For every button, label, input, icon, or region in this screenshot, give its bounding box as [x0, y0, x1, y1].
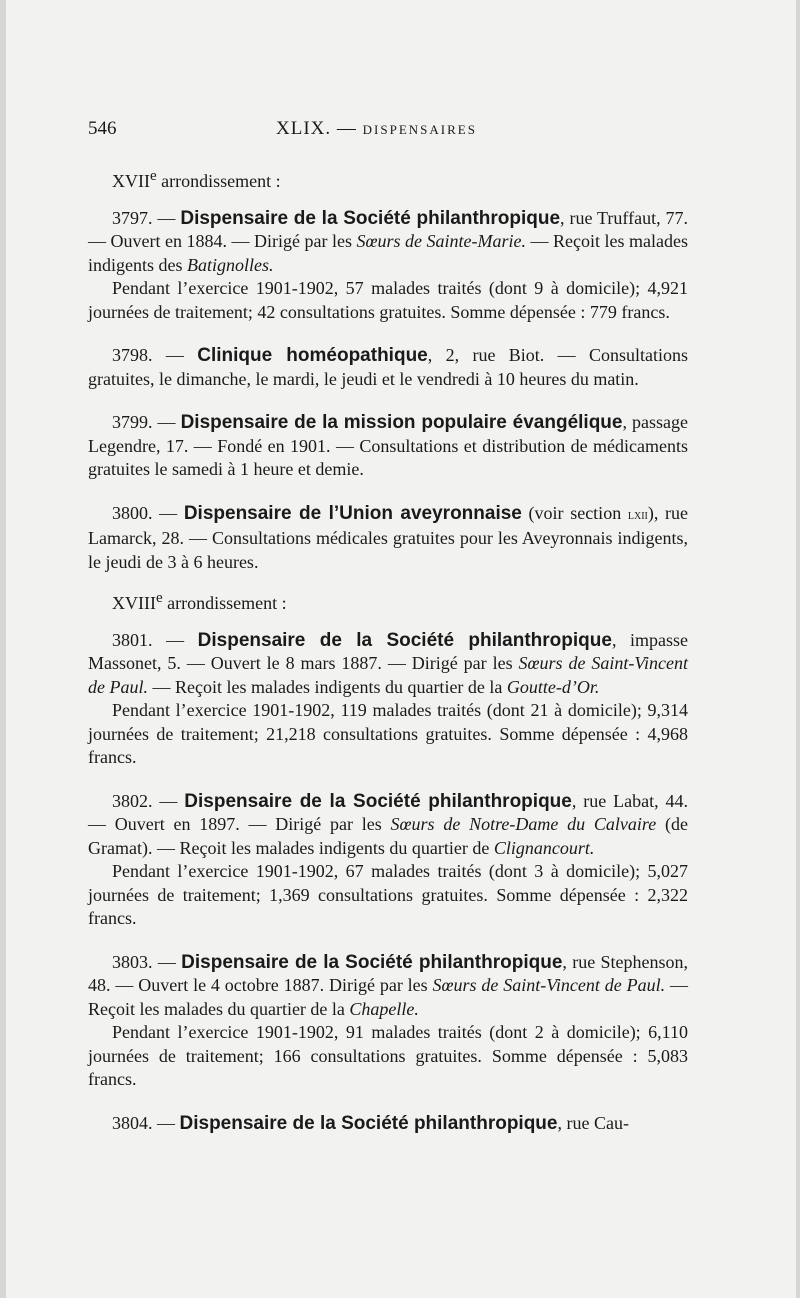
- entry-name: Dispensaire de la mission populaire évangélique: [180, 412, 623, 433]
- entry-name: Dispensaire de la Société philanthropique: [179, 1112, 558, 1134]
- entry-3797-stats: Pendant l’exercice 1901-1902, 57 malades traités (dont 9 à domicile); 4,921 journées de traitement; 42 consultations gratuites. Somme dépensée : 779 francs.: [88, 278, 688, 322]
- entry-name: Dispensaire de l’Union aveyronnaise: [183, 502, 522, 524]
- entry-3804: 3804. — Dispensaire de la Société philanthropique, rue Cau-: [112, 1112, 629, 1134]
- running-title: [276, 118, 477, 140]
- page-number: 546: [88, 118, 117, 139]
- entry-3797: 3797. — Dispensaire de la Société philanthropique, rue Truffaut, 77. — Ouvert en 1884. — Dirigé par les Sœurs de Sainte-Marie. — Reçoit les malades indigents des Batignolles.: [88, 207, 688, 275]
- arrondissement-heading-18: XVIIIe arrondissement :: [112, 590, 287, 613]
- entry-name: Dispensaire de la Société philanthropique: [184, 790, 572, 812]
- arrondissement-heading-17: XVIIe arrondissement :: [112, 168, 281, 191]
- entry-3803: 3803. — Dispensaire de la Société philanthropique, rue Stephenson, 48. — Ouvert le 4 octobre 1887. Dirigé par les Sœurs de Saint-Vincent de Paul. — Reçoit les malades du quartier de la Chapelle.: [88, 951, 689, 1019]
- entry-3801-stats: Pendant l’exercice 1901-1902, 119 malades traités (dont 21 à domicile); 9,314 journées de traitement; 21,218 consultations gratuites. Somme dépensée : 4,968 francs.: [88, 700, 688, 767]
- section-title: DISPENSAIRES: [362, 122, 477, 137]
- entry-3802-stats: Pendant l’exercice 1901-1902, 67 malades traités (dont 3 à domicile); 5,027 journées de traitement; 1,369 consultations gratuites. Somme dépensée : 2,322 francs.: [88, 861, 688, 928]
- entry-3802: 3802. — Dispensaire de la Société philanthropique, rue Labat, 44. — Ouvert en 1897. — Dirigé par les Sœurs de Notre-Dame du Calvaire (de Gramat). — Reçoit les malades indigents du quartier de Clignancourt.: [88, 790, 688, 858]
- entry-name: Dispensaire de la Société philanthropique: [180, 207, 561, 229]
- entry-name: Dispensaire de la Société philanthropique: [181, 951, 563, 973]
- entry-3799: 3799. — Dispensaire de la mission populaire évangélique, passage Legendre, 17. — Fondé en 1901. — Consultations et distribution de médicaments gratuites le samedi à 1 heure et demie.: [88, 412, 688, 479]
- entry-name: Clinique homéopathique: [197, 345, 428, 366]
- title-dash: —: [336, 118, 357, 139]
- entry-3800: 3800. — Dispensaire de l’Union aveyronnaise (voir section lxii), rue Lamarck, 28. — Consultations médicales gratuites pour les Aveyronnais indigents, le jeudi de 3 à 6 heures.: [88, 502, 688, 572]
- entry-3801: 3801. — Dispensaire de la Société philanthropique, impasse Massonet, 5. — Ouvert le 8 mars 1887. — Dirigé par les Sœurs de Saint-Vincent de Paul. — Reçoit les malades indigents du quartier de la Goutte-d’Or.: [88, 629, 689, 697]
- book-page: [6, 0, 796, 1298]
- running-header: [88, 118, 688, 148]
- entry-3803-stats: Pendant l’exercice 1901-1902, 91 malades traités (dont 2 à domicile); 6,110 journées de traitement; 166 consultations gratuites. Somme dépensée : 5,083 francs.: [88, 1022, 688, 1089]
- chapter-number: XLIX.: [276, 118, 332, 139]
- entry-3798: 3798. — Clinique homéopathique, 2, rue Biot. — Consultations gratuites, le dimanche, le mardi, le jeudi et le vendredi à 10 heures du matin.: [88, 345, 689, 389]
- page-body: [88, 157, 688, 1135]
- entry-name: Dispensaire de la Société philanthropique: [197, 629, 612, 651]
